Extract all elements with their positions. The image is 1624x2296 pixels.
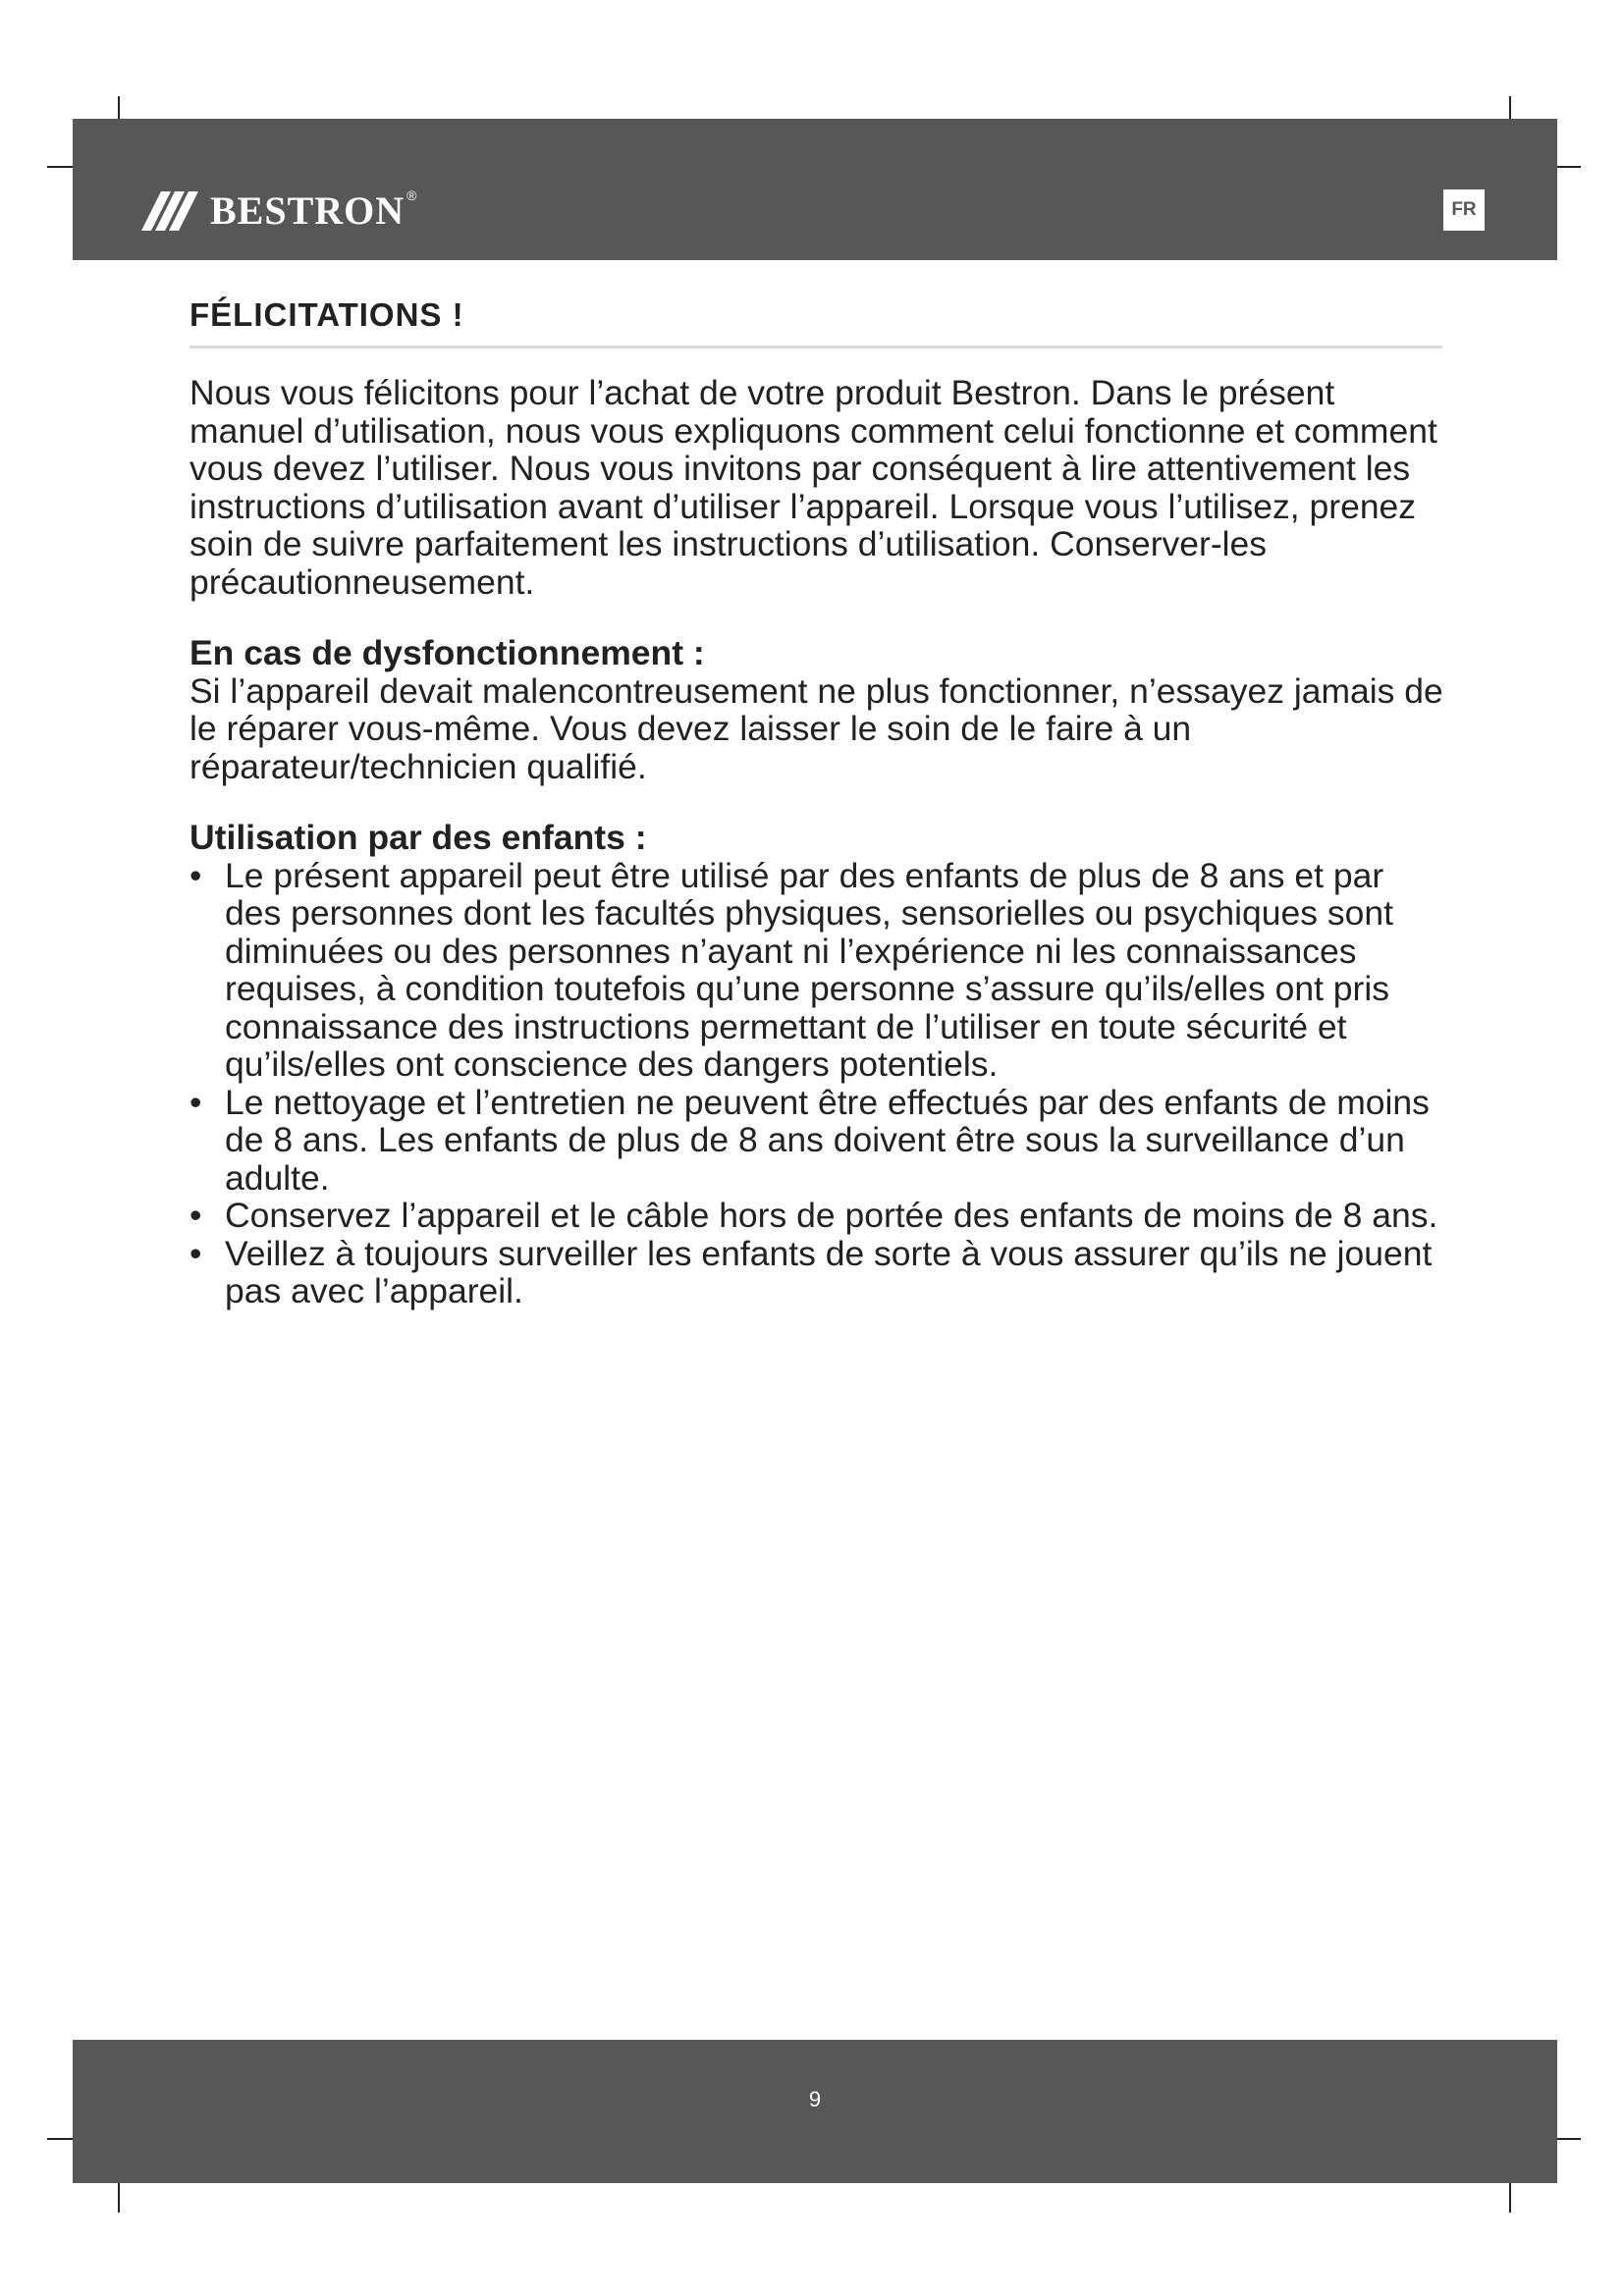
header-bar xyxy=(73,119,1557,260)
brand-logo xyxy=(141,184,417,239)
section-heading: Utilisation par des enfants : xyxy=(189,818,647,857)
bullet-list xyxy=(189,857,1446,1310)
bullet-icon: • xyxy=(189,1082,202,1122)
logo-chevrons-icon xyxy=(141,187,202,235)
list-item-text: Le présent appareil peut être utilisé par des enfants de plus de 8 ans et par des personnes dont les facultés physiques, sensorielles ou psychiques sont diminuées ou des personnes n’ayant ni l’expérience ni les connaissances requises, à condition toutefois qu’une personne s’assure qu’ils/elles ont pris connaissance des instructions permettant de l’utiliser en toute sécurité et qu’ils/elles ont conscience des dangers potentiels. xyxy=(225,855,1393,1084)
list-item-text: Conservez l’appareil et le câble hors de portée des enfants de moins de 8 ans. xyxy=(225,1196,1438,1235)
list-item xyxy=(189,857,1446,1084)
footer-bar xyxy=(73,2040,1557,2183)
list-item-text: Le nettoyage et l’entretien ne peuvent être effectués par des enfants de moins de 8 ans. Les enfants de plus de 8 ans doivent être sous la surveillance d’un adulte. xyxy=(225,1082,1430,1198)
section-malfunction xyxy=(189,634,1446,785)
page-title: FÉLICITATIONS ! xyxy=(189,296,1442,348)
bullet-icon: • xyxy=(189,1196,202,1235)
brand-name: BESTRON xyxy=(210,188,406,233)
language-badge: FR xyxy=(1443,189,1485,231)
section-heading: En cas de dysfonctionnement : xyxy=(189,633,705,672)
section-text: Si l’appareil devait malencontreusement ne plus fonctionner, n’essayez jamais de le réparer vous-même. Vous devez laisser le soin de le faire à un réparateur/technicien qualifié. xyxy=(189,670,1443,786)
registered-mark: ® xyxy=(406,187,417,203)
list-item-text: Veillez à toujours surveiller les enfants de sorte à vous assurer qu’ils ne jouent pas avec l’appareil. xyxy=(225,1233,1433,1310)
bullet-icon: • xyxy=(189,1233,202,1273)
page-content xyxy=(189,296,1446,1310)
section-children xyxy=(189,819,1446,1310)
intro-paragraph: Nous vous félicitons pour l’achat de votre produit Bestron. Dans le présent manuel d’utilisation, nous vous expliquons comment celui fonctionne et comment vous devez l’utiliser. Nous vous invitons par conséquent à lire attentivement les instructions d’utilisation avant d’utiliser l’appareil. Lorsque vous l’utilisez, prenez soin de suivre parfaitement les instructions d’utilisation. Conserver-les précautionneusement. xyxy=(189,373,1437,602)
bullet-icon: • xyxy=(189,855,202,895)
page-number: 9 xyxy=(808,2087,822,2111)
list-item xyxy=(189,1084,1446,1198)
list-item xyxy=(189,1235,1446,1310)
list-item xyxy=(189,1197,1446,1235)
